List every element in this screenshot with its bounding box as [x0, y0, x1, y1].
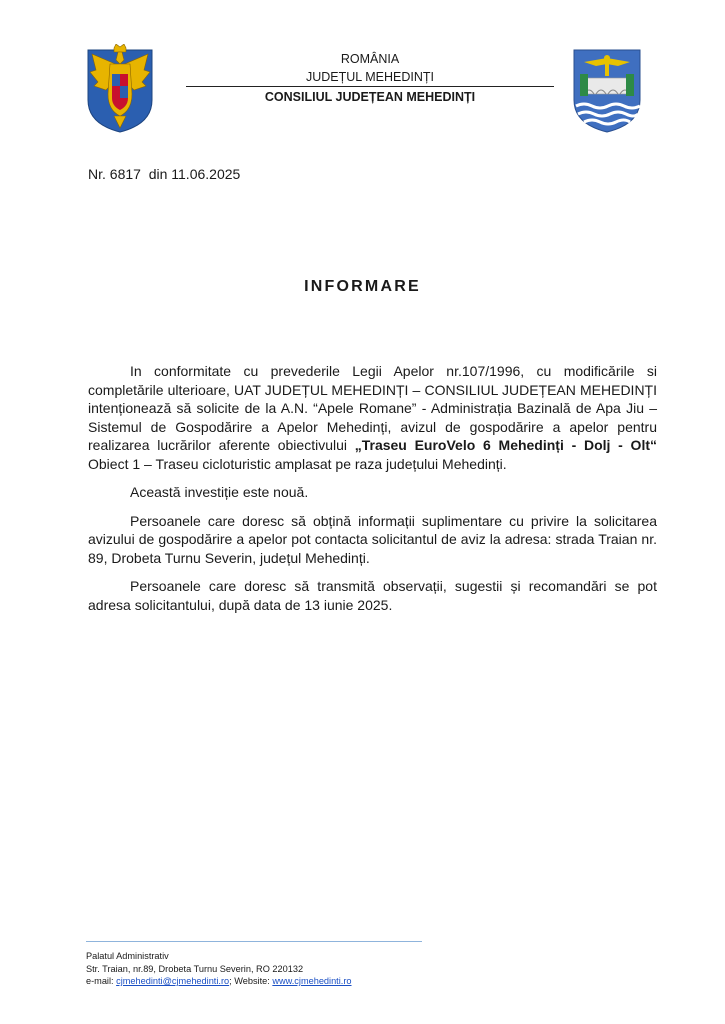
letterhead — [186, 50, 554, 107]
footer-contact — [86, 975, 352, 988]
paragraph-legal-basis-text: In conformitate cu prevederile Legii Apelor nr.107/1996, cu modificările si completările ulterioare, UAT JUDEȚUL MEHEDINȚI – CONSILIUL JUDEȚEAN MEHEDINȚI intenționează să solicite de la A.N. “Apele Romane” - Administrația Bazinală de Apa Jiu – Sistemul de Gospodărire a Apelor Mehedinți, avizul de gospodărire a apelor pentru realizarea lucrărilor aferente obiectivului — [88, 363, 657, 453]
document-body — [88, 362, 657, 624]
website-label: ; Website: — [229, 976, 273, 986]
mehedinti-county-coat-of-arms-icon — [572, 48, 642, 134]
project-name: „Traseu EuroVelo 6 Mehedinți - Dolj - Olt“ — [354, 437, 657, 453]
website-link[interactable]: www.cjmehedinti.ro — [272, 976, 352, 986]
email-link[interactable]: cjmehedinti@cjmehedinti.ro — [116, 976, 230, 986]
country-name: ROMÂNIA — [340, 52, 400, 66]
paragraph-contact: Persoanele care doresc să obțină informații suplimentare cu privire la solicitarea avizului de gospodărire a apelor pot contacta solicitantul de aviz la adresa: strada Traian nr. 89, Drobeta Turnu Severin, județul Mehedinți. — [88, 512, 657, 566]
footer-divider — [86, 941, 422, 942]
document-title: INFORMARE — [304, 278, 421, 295]
romania-coat-of-arms-icon — [86, 44, 154, 134]
paragraph-observations: Persoanele care doresc să transmită observații, sugestii și recomandări se pot adresa solicitantului, după data de 13 iunie 2025. — [88, 578, 657, 613]
paragraph-investment: Această investiție este nouă. — [130, 484, 309, 500]
county-name: JUDEȚUL MEHEDINȚI — [186, 68, 554, 87]
footer — [86, 950, 352, 988]
paragraph-legal-basis — [88, 362, 657, 473]
footer-building: Palatul Administrativ — [86, 951, 169, 961]
registration-number: Nr. 6817 din 11.06.2025 — [88, 166, 241, 182]
project-object: Obiect 1 – Traseu cicloturistic amplasat pe raza județului Mehedinți. — [88, 455, 507, 472]
footer-address: Str. Traian, nr.89, Drobeta Turnu Severin, RO 220132 — [86, 963, 304, 974]
council-name: CONSILIUL JUDEȚEAN MEHEDINȚI — [264, 90, 476, 104]
email-label: e-mail: — [86, 976, 117, 986]
